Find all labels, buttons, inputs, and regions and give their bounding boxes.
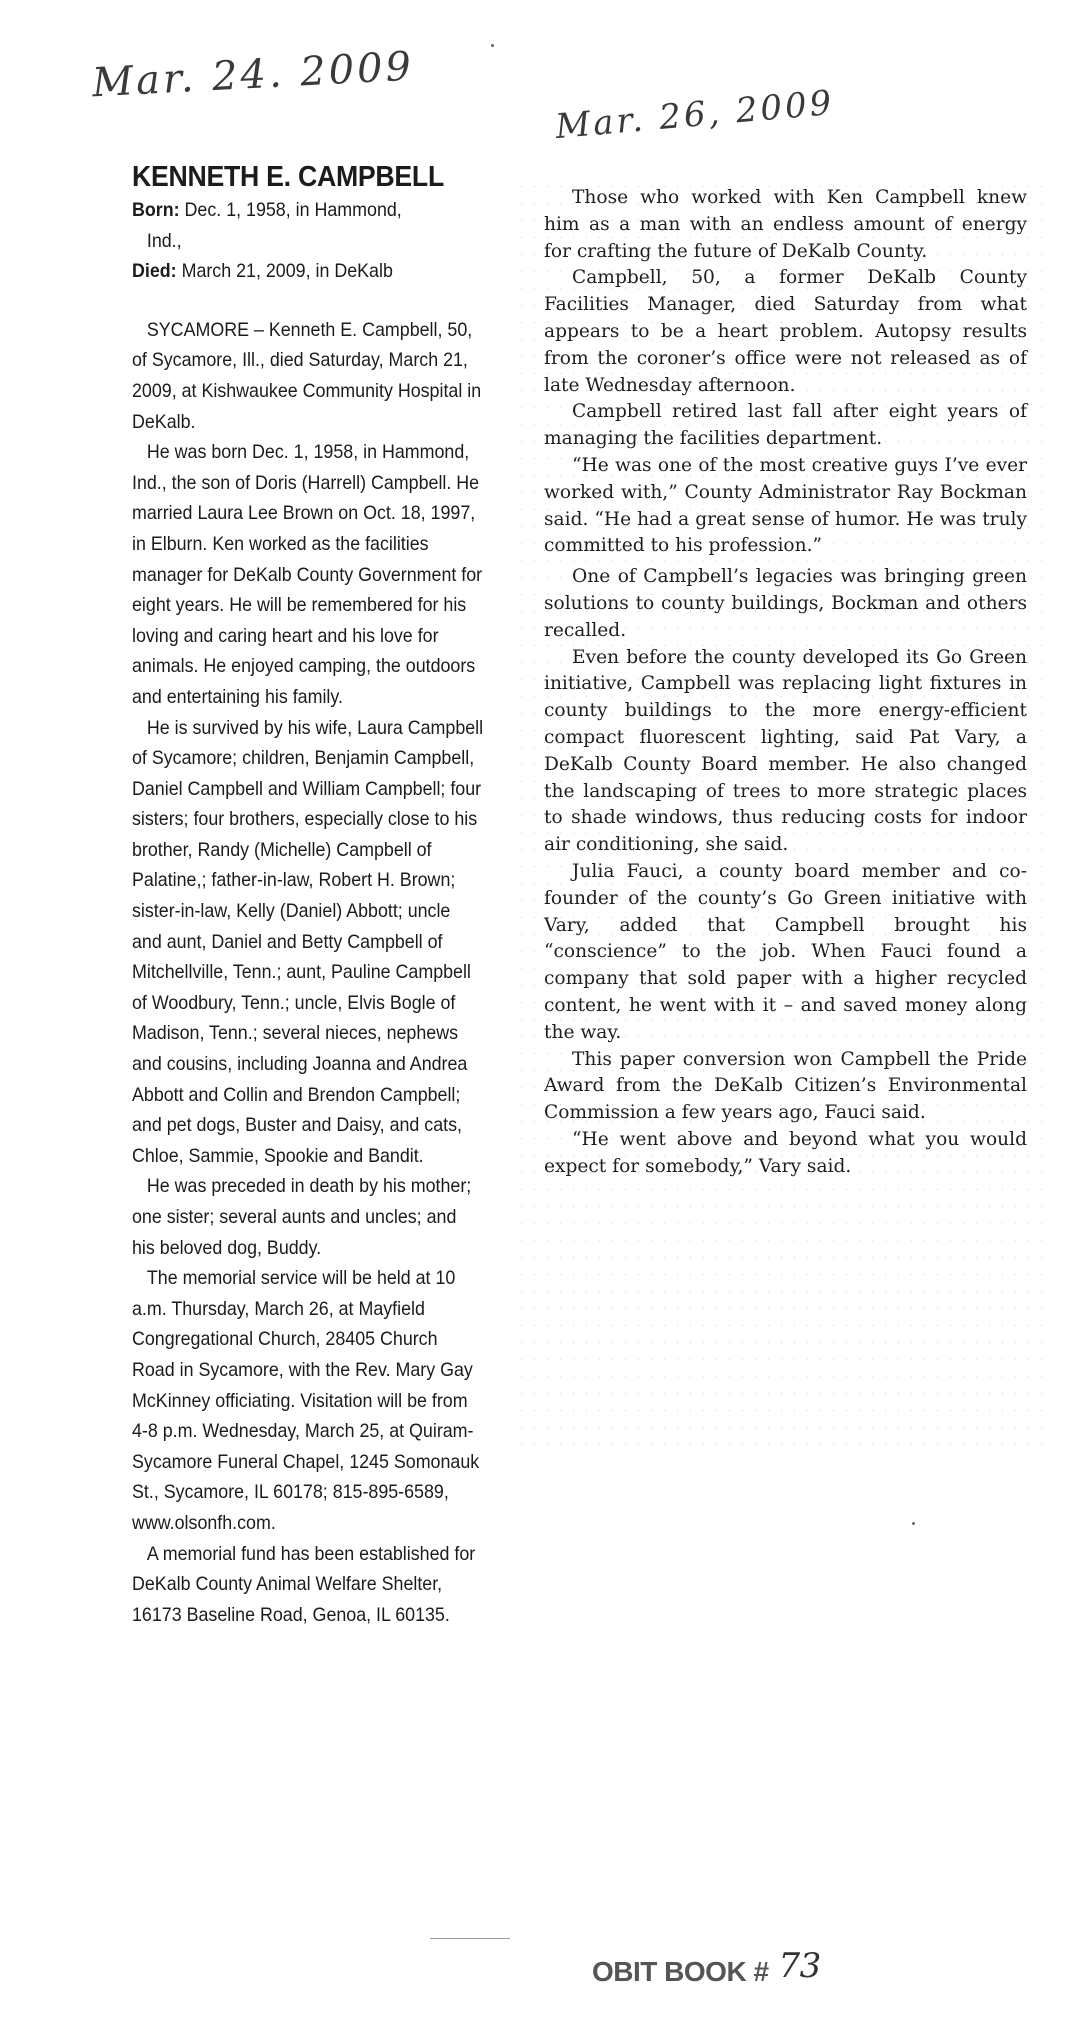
born-value-cont: Ind.,	[146, 230, 182, 252]
news-article-column	[544, 185, 1027, 1180]
obituary-paragraph: The memorial service will be held at 10 a.m. Thursday, March 26, at Mayfield Congregational Church, 28405 Church Road in Sycamore, with the Rev. Mary Gay McKinney officiating. Visitation will be from 4-8 p.m. Wednesday, March 25, at Quiram-Sycamore Funeral Chapel, 1245 Somonauk St., Sycamore, IL 60178; 815-895-6589, www.olsonfh.com.	[132, 1268, 480, 1534]
article-paragraph: “He was one of the most creative guys I’ve ever worked with,” County Administrator Ray Bockman said. “He had a great sense of humor. He was truly committed to his profession.”	[544, 454, 1027, 557]
article-paragraph: Julia Fauci, a county board member and co-founder of the county’s Go Green initiative with Vary, added that Campbell brought his “conscience” to the job. When Fauci found a company that sold paper with a higher recycled content, he went with it – and saved money along the way.	[544, 860, 1027, 1043]
died-line	[132, 257, 484, 288]
born-line	[132, 196, 484, 257]
born-label: Born:	[132, 200, 180, 221]
obituary-paragraph: SYCAMORE – Kenneth E. Campbell, 50, of Sycamore, Ill., died Saturday, March 21, 2009, at Kishwaukee Community Hospital in DeKalb.	[132, 319, 482, 433]
obituary-paragraph: He was born Dec. 1, 1958, in Hammond, Ind., the son of Doris (Harrell) Campbell. He married Laura Lee Brown on Oct. 18, 1997, in Elburn. Ken worked as the facilities manager for DeKalb County Government for eight years. He will be remembered for his loving and caring heart and his love for animals. He enjoyed camping, the outdoors and entertaining his family.	[132, 442, 483, 708]
vital-info	[132, 196, 484, 1631]
obituary-name: KENNETH E. CAMPBELL	[132, 161, 444, 193]
obituary-column	[132, 160, 484, 1631]
article-paragraph: “He went above and beyond what you would expect for somebody,” Vary said.	[544, 1128, 1027, 1177]
scan-mark	[491, 44, 494, 47]
article-paragraph: Those who worked with Ken Campbell knew him as a man with an endless amount of energy for crafting the future of DeKalb County.	[544, 187, 1027, 262]
died-label: Died:	[132, 261, 177, 283]
clipping-edge-line	[430, 1938, 510, 1939]
article-paragraph: Campbell, 50, a former DeKalb County Facilities Manager, died Saturday from what appears to be a heart problem. Autopsy results from the coroner’s office were not released as of late Wednesday afternoon.	[544, 267, 1027, 396]
scan-mark	[912, 1522, 915, 1525]
died-value: March 21, 2009, in DeKalb	[181, 261, 393, 283]
obit-book-number: 73	[778, 1946, 821, 1986]
article-paragraph: Even before the county developed its Go Green initiative, Campbell was replacing light fixtures in county buildings to the more energy-efficient compact fluorescent lighting, said Pat Vary, a DeKalb County Board member. He also changed the landscaping of trees to more strategic places to shade windows, thus reducing costs for indoor air conditioning, she said.	[544, 646, 1027, 856]
article-paragraph: Campbell retired last fall after eight years of managing the facilities department.	[544, 401, 1027, 450]
handwritten-date-right: Mar. 26, 2009	[553, 82, 836, 148]
born-value: Dec. 1, 1958, in Hammond,	[184, 200, 402, 221]
article-paragraph: This paper conversion won Campbell the Pride Award from the DeKalb Citizen’s Environmental Commission a few years ago, Fauci said.	[544, 1048, 1027, 1124]
obituary-paragraph: A memorial fund has been established for DeKalb County Animal Welfare Shelter, 16173 Baseline Road, Genoa, IL 60135.	[132, 1543, 476, 1626]
obit-book-label: OBIT BOOK #	[592, 1956, 769, 1987]
handwritten-date-left: Mar. 24. 2009	[91, 43, 416, 107]
obituary-paragraph: He is survived by his wife, Laura Campbell of Sycamore; children, Benjamin Campbell, Daniel Campbell and William Campbell; four sisters; four brothers, especially close to his brother, Randy (Michelle) Campbell of Palatine,; father-in-law, Robert H. Brown; sister-in-law, Kelly (Daniel) Abbott; uncle and aunt, Daniel and Betty Campbell of Mitchellville, Tenn.; aunt, Pauline Campbell of Woodbury, Tenn.; uncle, Elvis Bogle of Madison, Tenn.; several nieces, nephews and cousins, including Joanna and Andrea Abbott and Collin and Brendon Campbell; and pet dogs, Buster and Daisy, and cats, Chloe, Sammie, Spookie and Bandit.	[132, 717, 484, 1167]
obituary-paragraph: He was preceded in death by his mother; one sister; several aunts and uncles; and his beloved dog, Buddy.	[132, 1176, 472, 1259]
obit-book-stamp	[592, 1946, 821, 1990]
article-paragraph: One of Campbell’s legacies was bringing green solutions to county buildings, Bockman and others recalled.	[544, 566, 1027, 641]
